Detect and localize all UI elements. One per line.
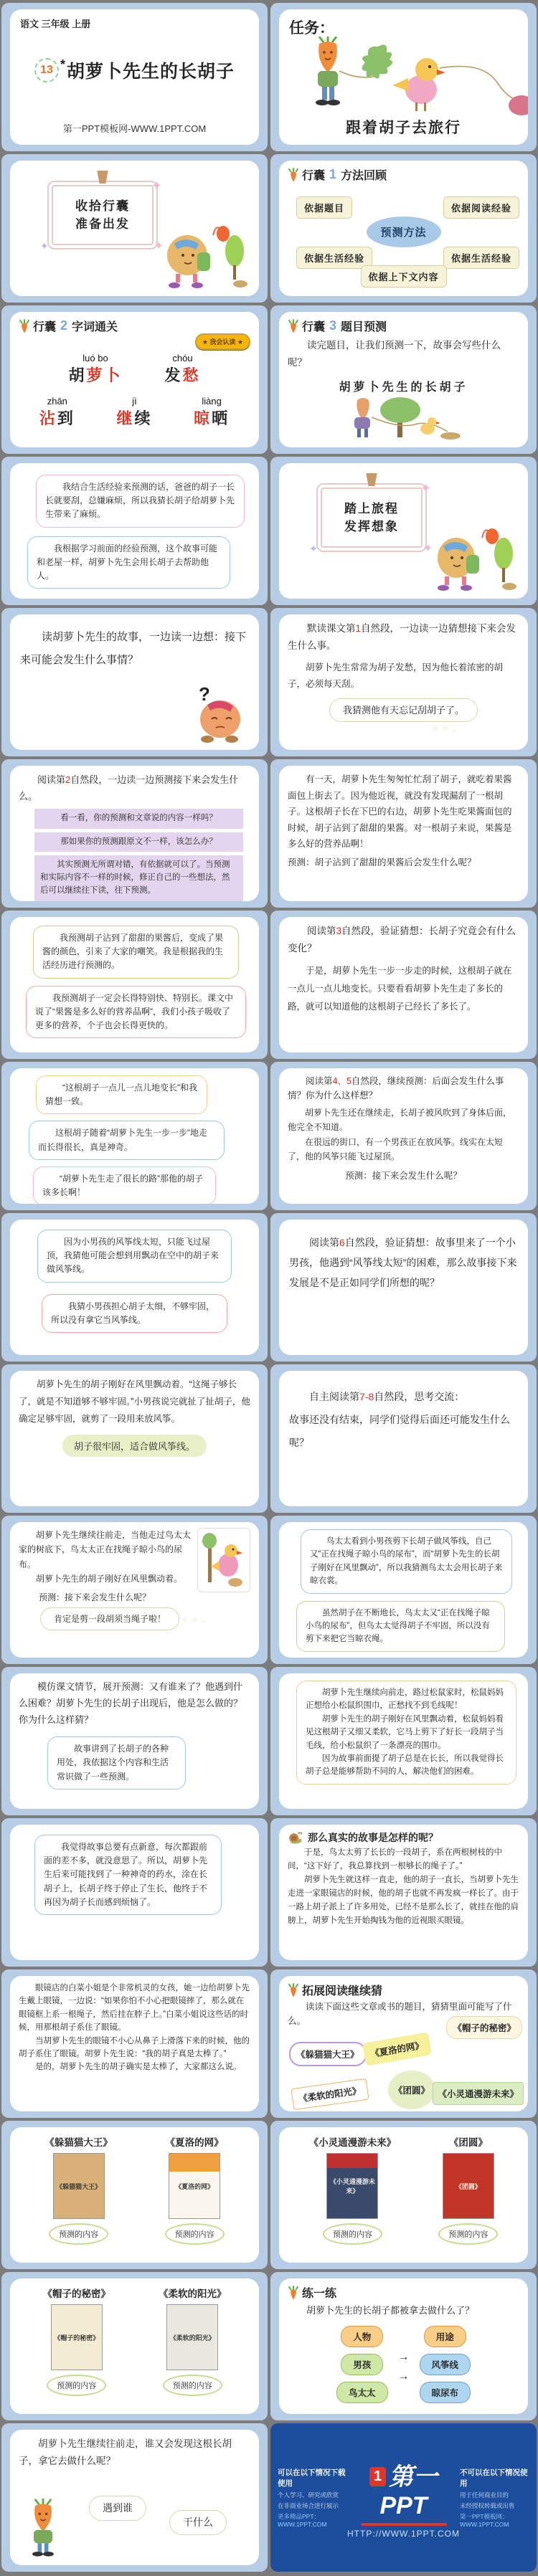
- use-option[interactable]: 晾尿布: [420, 2382, 471, 2403]
- bag-number: 1: [329, 167, 337, 181]
- slide-thumbnail-5[interactable]: [1, 305, 268, 454]
- logo-swoosh: [361, 2523, 447, 2526]
- board-line: 准备出发: [75, 217, 130, 231]
- walking-traveler-illustration: [432, 523, 518, 596]
- slide-thumbnail-30[interactable]: [270, 2121, 537, 2269]
- task-text2: 故事还没有结束，同学们觉得后面还可能发生什么呢？: [289, 1414, 510, 1449]
- course-label: 语文 三年级 上册: [20, 19, 91, 29]
- student-guess-bubble: “胡萝卜先生走了很长的路”那他的胡子该多长啊！: [33, 1166, 216, 1204]
- slide-thumbnail-31[interactable]: [1, 2272, 268, 2420]
- book-cover: 《躲猫猫大王》: [53, 2153, 105, 2219]
- carrot-man-icon: [354, 398, 370, 437]
- story-text: 有一天，胡萝卜先生匆匆忙忙刮了胡子，就吃着果酱面包上街去了。因为他近视，就没有发现漏刮了一根胡子。这根胡子长在下巴的右边，胡萝卜先生吃果酱面包的时候，胡子沾到了甜甜的果酱。对一根胡子来说，果酱是多么好的营养品啊！: [288, 774, 512, 849]
- book-cover: 《团圆》: [443, 2153, 494, 2219]
- story-text: 于是，胡萝卜先生一步一步走的时候，这根胡子就在一点儿一点儿地变长。只要看看胡萝卜先生走了多长的路，就可以知道他的这根胡子已经长了多长了。: [288, 965, 512, 1012]
- prediction-label: 预测的内容: [163, 2375, 222, 2396]
- practice-question: 胡萝卜先生的长胡子都被拿去做什么了？: [306, 2305, 475, 2316]
- task-text: 默读课文第1自然段，一边读一边猜想接下来会发生什么事。: [288, 623, 516, 652]
- star-decoration-icon: ✦: [40, 240, 50, 252]
- section-question: 那么真实的故事是怎样的呢？: [308, 1832, 438, 1843]
- book-cover: 《夏洛的网》: [169, 2153, 220, 2219]
- carrot-man-illustration: [23, 2497, 63, 2561]
- method-box: 依据阅读经验: [443, 196, 519, 219]
- bag-topic: 字词通关: [72, 321, 118, 333]
- lesson-star: *: [60, 57, 65, 72]
- task-text: 阅读第4、5自然段，继续预测：后面会发生什么事情？你为什么这样想？: [288, 1076, 504, 1101]
- slide-thumbnail-20[interactable]: [270, 1364, 537, 1513]
- license-allowed-block: 可以在以下情况下载使用 个人学习、研究或欣赏 在非商业场合进行展示 更多精品PPT：WWW.1PPT.COM: [278, 2467, 347, 2528]
- slide-thumbnail-25[interactable]: [1, 1818, 268, 1967]
- book-title-tag[interactable]: 《帽子的秘密》: [446, 2016, 522, 2039]
- slide-thumbnail-32[interactable]: [270, 2272, 537, 2420]
- carrot-icon: [288, 2285, 299, 2301]
- discussion-box: 那如果你的预测跟原文不一样，该怎么办？: [34, 832, 243, 852]
- bag-topic: 方法回顾: [341, 170, 387, 182]
- method-box: 依据生活经验: [443, 247, 519, 269]
- use-option[interactable]: 风筝线: [420, 2354, 471, 2375]
- template-site-credit: 第一PPT模板网-WWW.1PPT.COM: [62, 123, 207, 134]
- student-guess-bubble: 因为小男孩的风筝线太短，只能飞过屋顶，我猜他可能会想到用飘动在空中的胡子来做风筝线。: [37, 1230, 232, 1283]
- student-guess-bubble: 我预测胡子一定会长得特别快、特别长。课文中说了“果酱是多么好的营养品啊”，我们小孩子吸收了更多的营养，个子也会长得更快的。: [26, 986, 246, 1039]
- method-center: 预测方法: [366, 217, 440, 247]
- carrot-man-icon: [316, 37, 340, 105]
- discussion-box: 其实预测无所谓对错，有依据就可以了。当预测和实际内容不一样的时候，修正自己的一些想法，然后可以继续往下读，往下预测。: [34, 855, 243, 900]
- book-prediction: 《小灵通漫游未来》 《小灵通漫游未来》 预测的内容: [309, 2133, 397, 2257]
- story-text: 胡萝卜先生还在继续走，长胡子被风吹到了身体后面，他完全不知道。: [288, 1108, 512, 1133]
- key-point-highlight: 胡子很牢固，适合做风筝线。: [62, 1435, 207, 1457]
- story-text: 于是，鸟太太剪了长长的一段胡子，系在两根树枝的中间，“这下好了，我总算找到一根够长的绳子了。”: [288, 1848, 502, 1871]
- carrot-icon: [19, 318, 30, 334]
- match-arrow-icon: →: [397, 2351, 410, 2364]
- match-arrow-icon: →: [397, 2370, 410, 2383]
- discussion-box: 看一看，你的预测和文章说的内容一样吗？: [34, 809, 243, 829]
- thought-cloud: 遇到谁: [89, 2496, 146, 2521]
- snail-icon: [288, 1831, 303, 1844]
- student-guess-bubble: 我结合生活经验来预测的话，爸爸的胡子一长长就要刮，总嫌麻烦，所以我猜长胡子给胡萝卜先生带来了麻烦。: [36, 475, 245, 528]
- slide-thumbnail-17[interactable]: [1, 1213, 268, 1361]
- book-prediction: 《帽子的秘密》 《帽子的秘密》 预测的内容: [43, 2284, 111, 2408]
- license-forbidden-block: 不可以在以下情况使用 用于任何商业目的 未经授权转载或出售 第一PPT模板网：WWW.1PPT.COM: [460, 2467, 529, 2528]
- prediction-label: 预测的内容: [165, 2223, 225, 2245]
- prompt-text: 读胡萝卜先生的故事，一边读一边想：接下来可能会发生什么事情？: [20, 631, 247, 666]
- slide-thumbnail-9[interactable]: [1, 608, 268, 756]
- column-header-person: 人物: [341, 2326, 383, 2347]
- carrot-and-bird-illustration: [293, 37, 521, 123]
- bag-label: 行囊: [33, 321, 57, 333]
- slide-thumbnail-29[interactable]: [1, 2121, 268, 2269]
- cabbage-icon: [362, 44, 392, 78]
- vocab-word: zhān 沾到: [39, 396, 75, 427]
- story-illustration: [288, 396, 519, 444]
- slide-thumbnail-14[interactable]: [270, 911, 537, 1059]
- prompt-text: 读完题目，让我们预测一下，故事会写些什么呢？: [288, 340, 501, 369]
- slide-thumbnail-4[interactable]: [270, 154, 537, 303]
- bag-topic: 题目预测: [341, 321, 387, 333]
- star-decoration-icon: ✦: [309, 543, 319, 554]
- slide-thumbnail-33[interactable]: [1, 2423, 268, 2572]
- star-decoration-icon: ✦: [151, 179, 164, 193]
- story-text: 当胡萝卜先生的眼镜不小心从鼻子上滑落下来的时候，他的胡子系住了眼镜。胡萝卜先生说：“我的胡子真是太棒了。”: [19, 2036, 250, 2058]
- book-cover: 《小灵通漫游未来》: [326, 2153, 378, 2219]
- section-title: 拓展阅读继续猜: [302, 1985, 383, 1997]
- prompt-text: 读读下面这些文章或书的题目，猜猜里面可能写了什么。: [288, 2002, 512, 2026]
- bag-label: 行囊: [302, 170, 326, 182]
- book-prediction: 《躲猫猫大王》 《躲猫猫大王》 预测的内容: [44, 2133, 113, 2257]
- story-text: 胡萝卜先生继续往前走，当他走过鸟太太家的树底下，鸟太太正在找绳子晾小鸟的尿布。: [19, 1530, 192, 1569]
- slide-thumbnail-22[interactable]: [270, 1516, 537, 1664]
- method-box: 依据题目: [296, 196, 352, 219]
- story-text: 胡萝卜先生常常为胡子发愁，因为他长着浓密的胡子，必须每天刮。: [288, 662, 504, 689]
- board-line: 踏上旅程: [344, 501, 399, 515]
- story-text: 是的，胡萝卜先生的胡子确实是太棒了，大家都这么说。: [35, 2063, 242, 2072]
- site-link[interactable]: 第一PPT模板网：WWW.1PPT.COM: [460, 2513, 509, 2528]
- vocab-word: liàng 晾晒: [194, 396, 230, 427]
- task-text: 自主阅读第7-8自然段，思考交流：: [309, 1391, 465, 1402]
- task-subtitle: 跟着胡子去旅行: [346, 120, 461, 136]
- slide-thumbnail-28[interactable]: [270, 1969, 537, 2118]
- student-guess-bubble: 故事讲到了长胡子的各种用处，我依据这个内容和生活常识做了一些预测。: [47, 1736, 186, 1790]
- predict-question: 预测：接下来会发生什么呢？: [345, 1170, 462, 1181]
- student-guess-bubble: “这根胡子一点儿一点儿地变长”和我猜想一致。: [36, 1075, 207, 1114]
- logo-mark-icon: 1: [369, 2467, 386, 2486]
- book-cover: 《帽子的秘密》: [51, 2304, 103, 2370]
- bag-label: 行囊: [302, 321, 326, 333]
- thought-cloud: 肯定是剪一段胡须当绳子啦！: [40, 1607, 179, 1630]
- slide-thumbnail-16[interactable]: [270, 1062, 537, 1210]
- bag-number: 2: [60, 318, 68, 333]
- method-box: 依据生活经验: [296, 247, 372, 269]
- slide-thumbnail-18[interactable]: [270, 1213, 537, 1361]
- student-story-bubble: 胡萝卜先生继续向前走，路过松鼠家时，松鼠妈妈正想给小松鼠织围巾，正愁找不到毛线呢！ 胡萝卜先生的胡子刚好在风里飘动着，松鼠妈妈看见这根胡子又细又柔软，它马上剪下了好长一段胡子当毛线，给小松鼠织了一条漂亮的围巾。 因为故事前面提了胡子总是在长长，所以我觉得长胡子总是能够帮助不同的人，解决他们的困难。: [296, 1681, 516, 1784]
- student-guess-bubble: 虽然胡子在不断地长，鸟太太又“正在找绳子晾小鸟的尿布”，但鸟太太觉得胡子不牢固，所以没有剪下来把它当晾衣绳。: [296, 1601, 505, 1652]
- svg-text:?: ?: [199, 685, 210, 705]
- predict-question: 预测：胡子沾到了甜甜的果酱后会发生什么呢？: [288, 857, 476, 868]
- book-prediction: 《柔软的阳光》 《柔软的阳光》 预测的内容: [159, 2284, 227, 2408]
- slide-thumbnail-2[interactable]: [270, 3, 537, 151]
- story-text: 眼镜店的白菜小姐是个非常机灵的女孩，她一边给胡萝卜先生戴上眼镜，一边说：“如果你怕不小心把眼镜摔了，那么就在眼镜框上系一根绳子，然后挂在脖子上。”白菜小姐说这些话的时候，用那根胡子系住了眼镜。: [19, 1984, 250, 2033]
- story-title: 胡萝卜先生的长胡子: [339, 381, 468, 394]
- column-header-use: 用途: [424, 2326, 466, 2347]
- prompt-text: 胡萝卜先生继续往前走，谁又会发现这根长胡子，拿它去做什么呢？: [19, 2438, 232, 2467]
- prediction-label: 预测的内容: [323, 2223, 382, 2245]
- prediction-label: 预测的内容: [49, 2223, 108, 2245]
- task-text: 阅读第3自然段，验证猜想：长胡子究竟会有什么变化？: [288, 926, 516, 954]
- carrot-icon: [288, 167, 299, 183]
- task-text: 阅读第6自然段，验证猜想：故事里来了一个小男孩，他遇到“风筝线太短”的困难，那么故事接下来发展是不是正如同学们所想的呢？: [289, 1237, 517, 1288]
- lesson-number-badge: 13: [34, 58, 59, 82]
- thought-cloud: 干什么: [169, 2510, 227, 2535]
- thinking-character-illustration: [186, 685, 247, 747]
- story-text: 胡萝卜先生就这样一直走，他的胡子一直长，当胡萝卜先生走进一家眼镜店的时候，他的胡子也就不再发疯一样长了。由于一路上胡子派上了许多用处，已经不是那么长了，就挂在他的肩膀上，胡萝卜先生开始掏钱为他的近视眼买眼镜。: [288, 1875, 519, 1925]
- prediction-label: 预测的内容: [47, 2375, 106, 2396]
- read-aloud-button[interactable]: ★ 我会认读 ★: [195, 333, 250, 350]
- star-decoration-icon: ✦: [154, 240, 165, 252]
- student-guess-bubble: 我预测胡子沾到了甜甜的果酱后，变成了果酱的颜色，引来了大家的嘲笑。我是根据我的生活经历进行预测的。: [33, 926, 239, 979]
- signboard: [40, 179, 165, 252]
- slide-thumbnail-34[interactable]: [270, 2423, 537, 2572]
- vocab-word: jì 继续: [116, 396, 153, 427]
- slide-thumbnail-23[interactable]: [1, 1667, 268, 1815]
- slide-thumbnail-3[interactable]: [1, 154, 268, 303]
- book-title-tag[interactable]: 《夏洛的网》: [362, 2032, 432, 2066]
- student-guess-bubble: 我猜小男孩担心胡子太细，不够牢固，所以没有拿它当风筝线。: [42, 1294, 227, 1333]
- book-prediction: 《夏洛的网》 《夏洛的网》 预测的内容: [165, 2133, 225, 2257]
- slide-thumbnail-19[interactable]: [1, 1364, 268, 1513]
- slide-thumbnail-11[interactable]: [1, 759, 268, 908]
- method-box: 依据上下文内容: [360, 265, 446, 287]
- book-title-tag[interactable]: 《小灵通漫游未来》: [433, 2082, 524, 2105]
- slide-thumbnail-21[interactable]: [1, 1516, 268, 1664]
- slide-thumbnail-26[interactable]: [270, 1818, 537, 1967]
- book-title-tag[interactable]: 《柔软的阳光》: [291, 2078, 369, 2110]
- slide-thumbnail-7[interactable]: [1, 457, 268, 605]
- site-link[interactable]: 更多精品PPT：WWW.1PPT.COM: [278, 2513, 327, 2528]
- walking-traveler-illustration: [163, 221, 249, 293]
- task-text: 模仿课文情节，展开预测：又有谁来了？他遇到什么困难？胡萝卜先生的长胡子出现后，他是怎么做的？你为什么这样猜？: [19, 1681, 243, 1725]
- story-text: 在很远的街口，有一个男孩正在放风筝。线实在太短了，他的风筝只能飞过屋顶。: [288, 1136, 504, 1162]
- student-guess-bubble: 我觉得故事总要有点新意，每次都跟前面的差不多，就没意思了。所以，胡萝卜先生后来可能找到了一种神奇的药水，涂在长胡子上，长胡子终于停止了生长，他终于不再因为胡子长而感到烦恼了。: [34, 1835, 222, 1915]
- lesson-title: 胡萝卜先生的长胡子: [67, 62, 235, 82]
- slide-thumbnail-6[interactable]: [270, 305, 537, 454]
- matching-exercise: [288, 2326, 519, 2403]
- slide-thumbnail-24[interactable]: [270, 1667, 537, 1815]
- bag-number: 3: [329, 318, 337, 333]
- task-label: 任务：: [289, 20, 334, 37]
- bird-icon: [392, 58, 445, 111]
- slide-thumbnail-8[interactable]: [270, 457, 537, 605]
- section-title: 练一练: [302, 2288, 337, 2300]
- star-decoration-icon: ✦: [420, 481, 433, 495]
- slide-thumbnail-1[interactable]: [1, 3, 268, 151]
- prediction-label: 预测的内容: [438, 2223, 498, 2245]
- site-url[interactable]: HTTP://WWW.1PPT.COM: [347, 2528, 460, 2539]
- template-credit-banner: [270, 2423, 537, 2572]
- task-text: 阅读第2自然段，一边读一边预测接下来会发生什么。: [19, 774, 239, 802]
- board-line: 收拾行囊: [75, 199, 130, 213]
- board-line: 发挥想象: [344, 520, 399, 533]
- site-logo: 1 第一PPT HTTP://WWW.1PPT.COM: [347, 2463, 460, 2539]
- story-text: 胡萝卜先生的胡子刚好在风里飘动着。“这绳子够长了，就是不知道够不够牢固。”小男孩说完就扯了扯胡子，他确定足够牢固，就剪了一段用来放风筝。: [19, 1379, 250, 1424]
- slide-thumbnail-10[interactable]: [270, 608, 537, 756]
- book-title-tag[interactable]: 《团圆》: [388, 2071, 435, 2109]
- slide-thumbnail-12[interactable]: [270, 759, 537, 908]
- thought-dots: ○ ○ 。: [182, 1615, 212, 1624]
- bird-lady-illustration: [197, 1528, 250, 1592]
- carrot-icon: [288, 318, 299, 334]
- person-option[interactable]: 男孩: [341, 2354, 383, 2375]
- thought-cloud: 我猜测他有天忘记刮胡子了。: [329, 698, 478, 723]
- wood-pin-icon: [95, 171, 110, 184]
- vocab-word: chóu 发愁: [164, 353, 201, 384]
- slide-thumbnail-27[interactable]: [1, 1969, 268, 2118]
- slide-thumbnail-15[interactable]: [1, 1062, 268, 1210]
- slide-thumbnail-13[interactable]: [1, 911, 268, 1059]
- book-prediction: 《团圆》 《团圆》 预测的内容: [438, 2133, 498, 2257]
- person-option[interactable]: 鸟太太: [336, 2382, 388, 2403]
- book-title-tag[interactable]: 《躲猫猫大王》: [289, 2042, 367, 2066]
- carrot-icon: [288, 1982, 299, 1998]
- wood-pin-icon: [364, 473, 379, 486]
- story-text: 胡萝卜先生的胡子刚好在风里飘动着。: [36, 1574, 183, 1584]
- student-guess-bubble: 这根胡子随着“胡萝卜先生一步一步”地走而长得很长，真是神奇。: [29, 1121, 225, 1159]
- vocab-word: luó bo 胡萝卜: [68, 353, 123, 384]
- thought-dots: ○ ○ 。: [433, 724, 462, 733]
- book-cover: 《柔软的阳光》: [166, 2304, 218, 2370]
- predict-question: 预测：接下来会发生什么呢？: [39, 1592, 151, 1602]
- star-decoration-icon: ✦: [423, 543, 434, 555]
- signboard: [309, 481, 434, 555]
- beard-ball-illustration: [509, 95, 528, 115]
- student-guess-bubble: 我根据学习前面的经验预测，这个故事可能和老屋一样，胡萝卜先生会用长胡子去帮助他人。: [27, 536, 230, 589]
- student-guess-bubble: 鸟太太看到小男孩剪下长胡子做风筝线，自己又“正在找绳子晾小鸟的尿布”，而“胡萝卜先生的长胡子刚好在风里飘动”，所以我猜测鸟太太会用长胡子来晾衣裳。: [301, 1529, 512, 1594]
